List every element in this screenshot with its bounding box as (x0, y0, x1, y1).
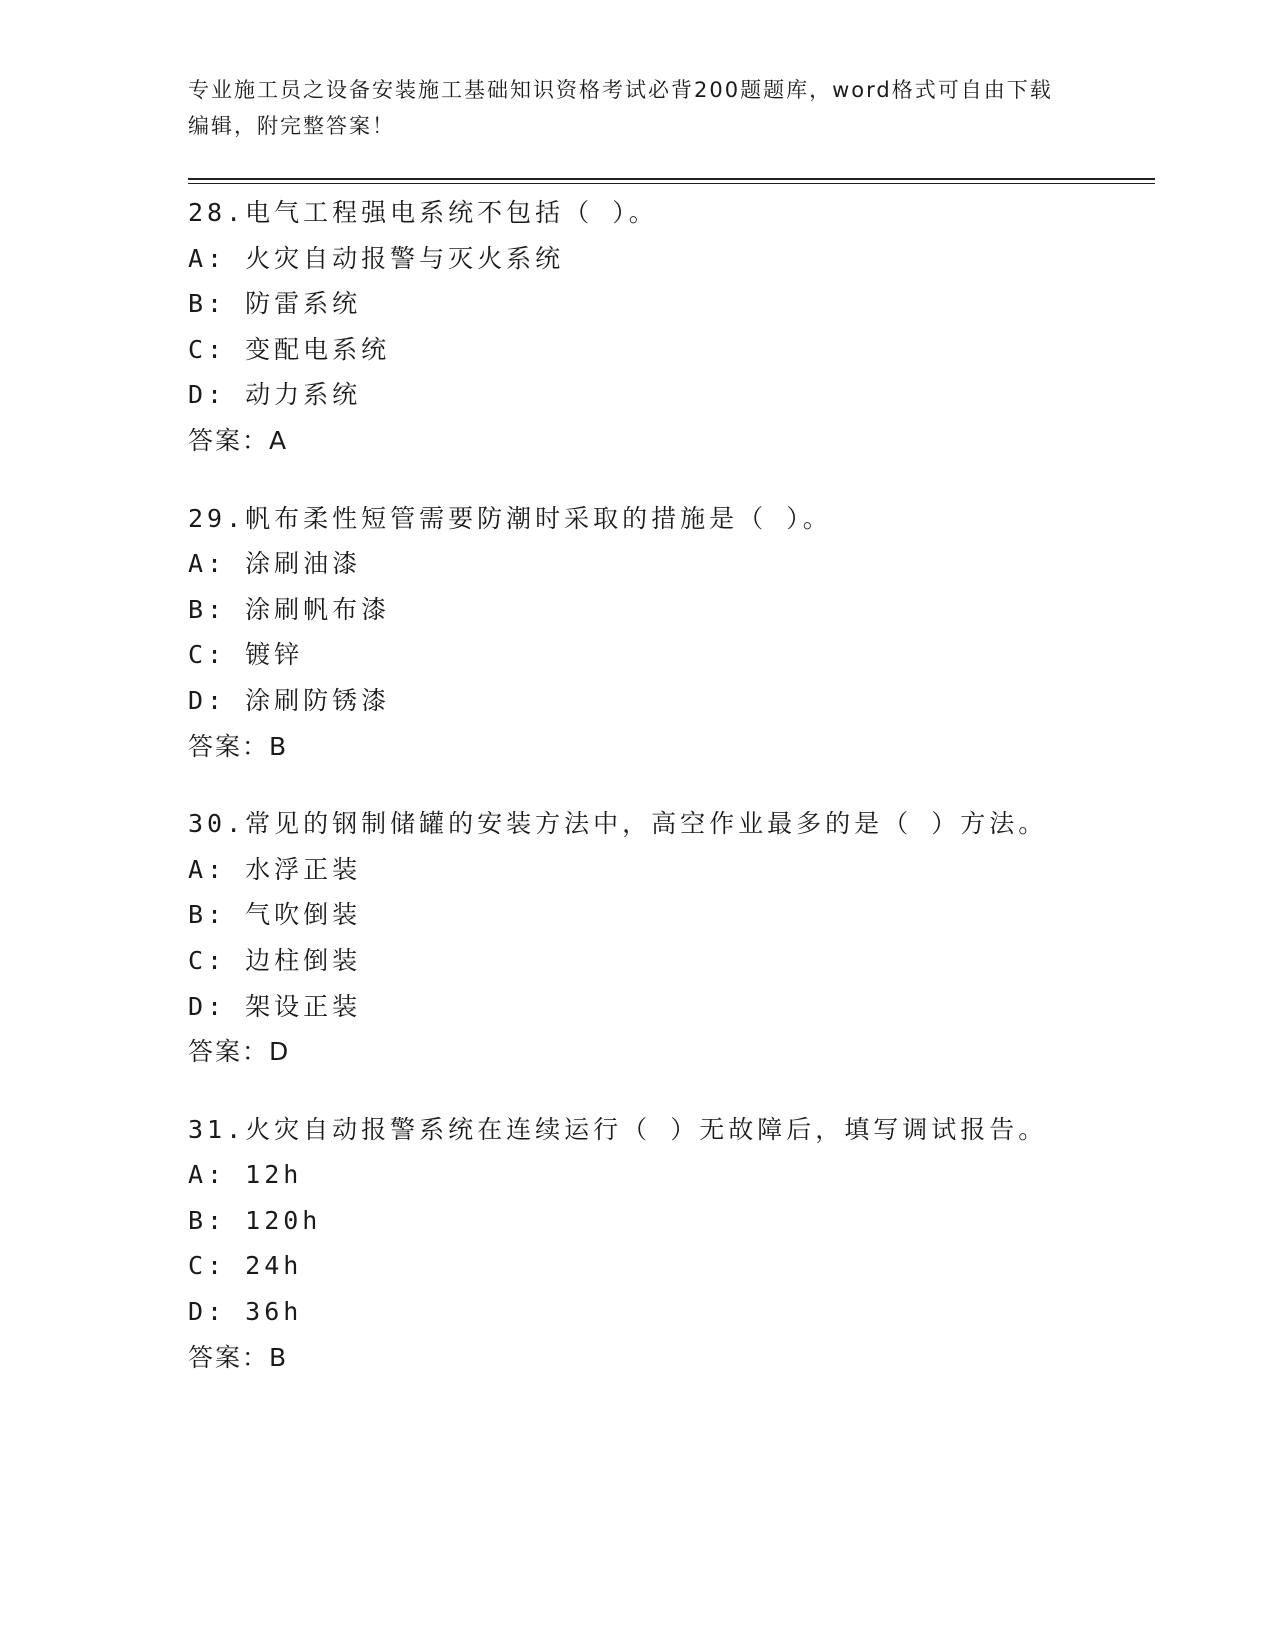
header-rule-thin (188, 183, 1155, 184)
option-d: D: 涂刷防锈漆 (188, 685, 391, 715)
question-29 (188, 496, 1148, 770)
option-d: D: 动力系统 (188, 380, 362, 410)
option-d: D: 36h (188, 1297, 303, 1327)
option-a: A: 涂刷油漆 (188, 549, 362, 579)
option-a: A: 火灾自动报警与灭火系统 (188, 243, 565, 273)
option-c: C: 变配电系统 (188, 334, 391, 364)
document-header: 专业施工员之设备安装施工基础知识资格考试必背200题题库，word格式可自由下载编辑，附完整答案！ (188, 78, 1053, 138)
option-b: B: 120h (188, 1205, 322, 1235)
question-list (188, 190, 1148, 1412)
option-b: B: 气吹倒装 (188, 900, 362, 930)
question-28 (188, 190, 1148, 464)
option-b: B: 防雷系统 (188, 289, 362, 319)
question-31 (188, 1107, 1148, 1381)
header-rule-thick (188, 178, 1155, 180)
question-stem: 29.帆布柔性短管需要防潮时采取的措施是（ ）。 (188, 503, 832, 533)
option-c: C: 24h (188, 1251, 303, 1281)
option-c: C: 镀锌 (188, 640, 304, 670)
option-a: A: 12h (188, 1160, 303, 1190)
option-d: D: 架设正装 (188, 991, 362, 1021)
question-stem: 30.常见的钢制储罐的安装方法中，高空作业最多的是（ ）方法。 (188, 809, 1048, 839)
answer-line: 答案：A (188, 425, 289, 455)
option-a: A: 水浮正装 (188, 854, 362, 884)
option-c: C: 边柱倒装 (188, 945, 362, 975)
question-stem: 28.电气工程强电系统不包括（ ）。 (188, 198, 658, 227)
answer-line: 答案：D (188, 1037, 291, 1067)
answer-line: 答案：B (188, 1342, 289, 1372)
question-30 (188, 801, 1148, 1075)
question-stem: 31.火灾自动报警系统在连续运行（ ）无故障后，填写调试报告。 (188, 1114, 1048, 1144)
answer-line: 答案：B (188, 731, 289, 761)
option-b: B: 涂刷帆布漆 (188, 594, 391, 624)
